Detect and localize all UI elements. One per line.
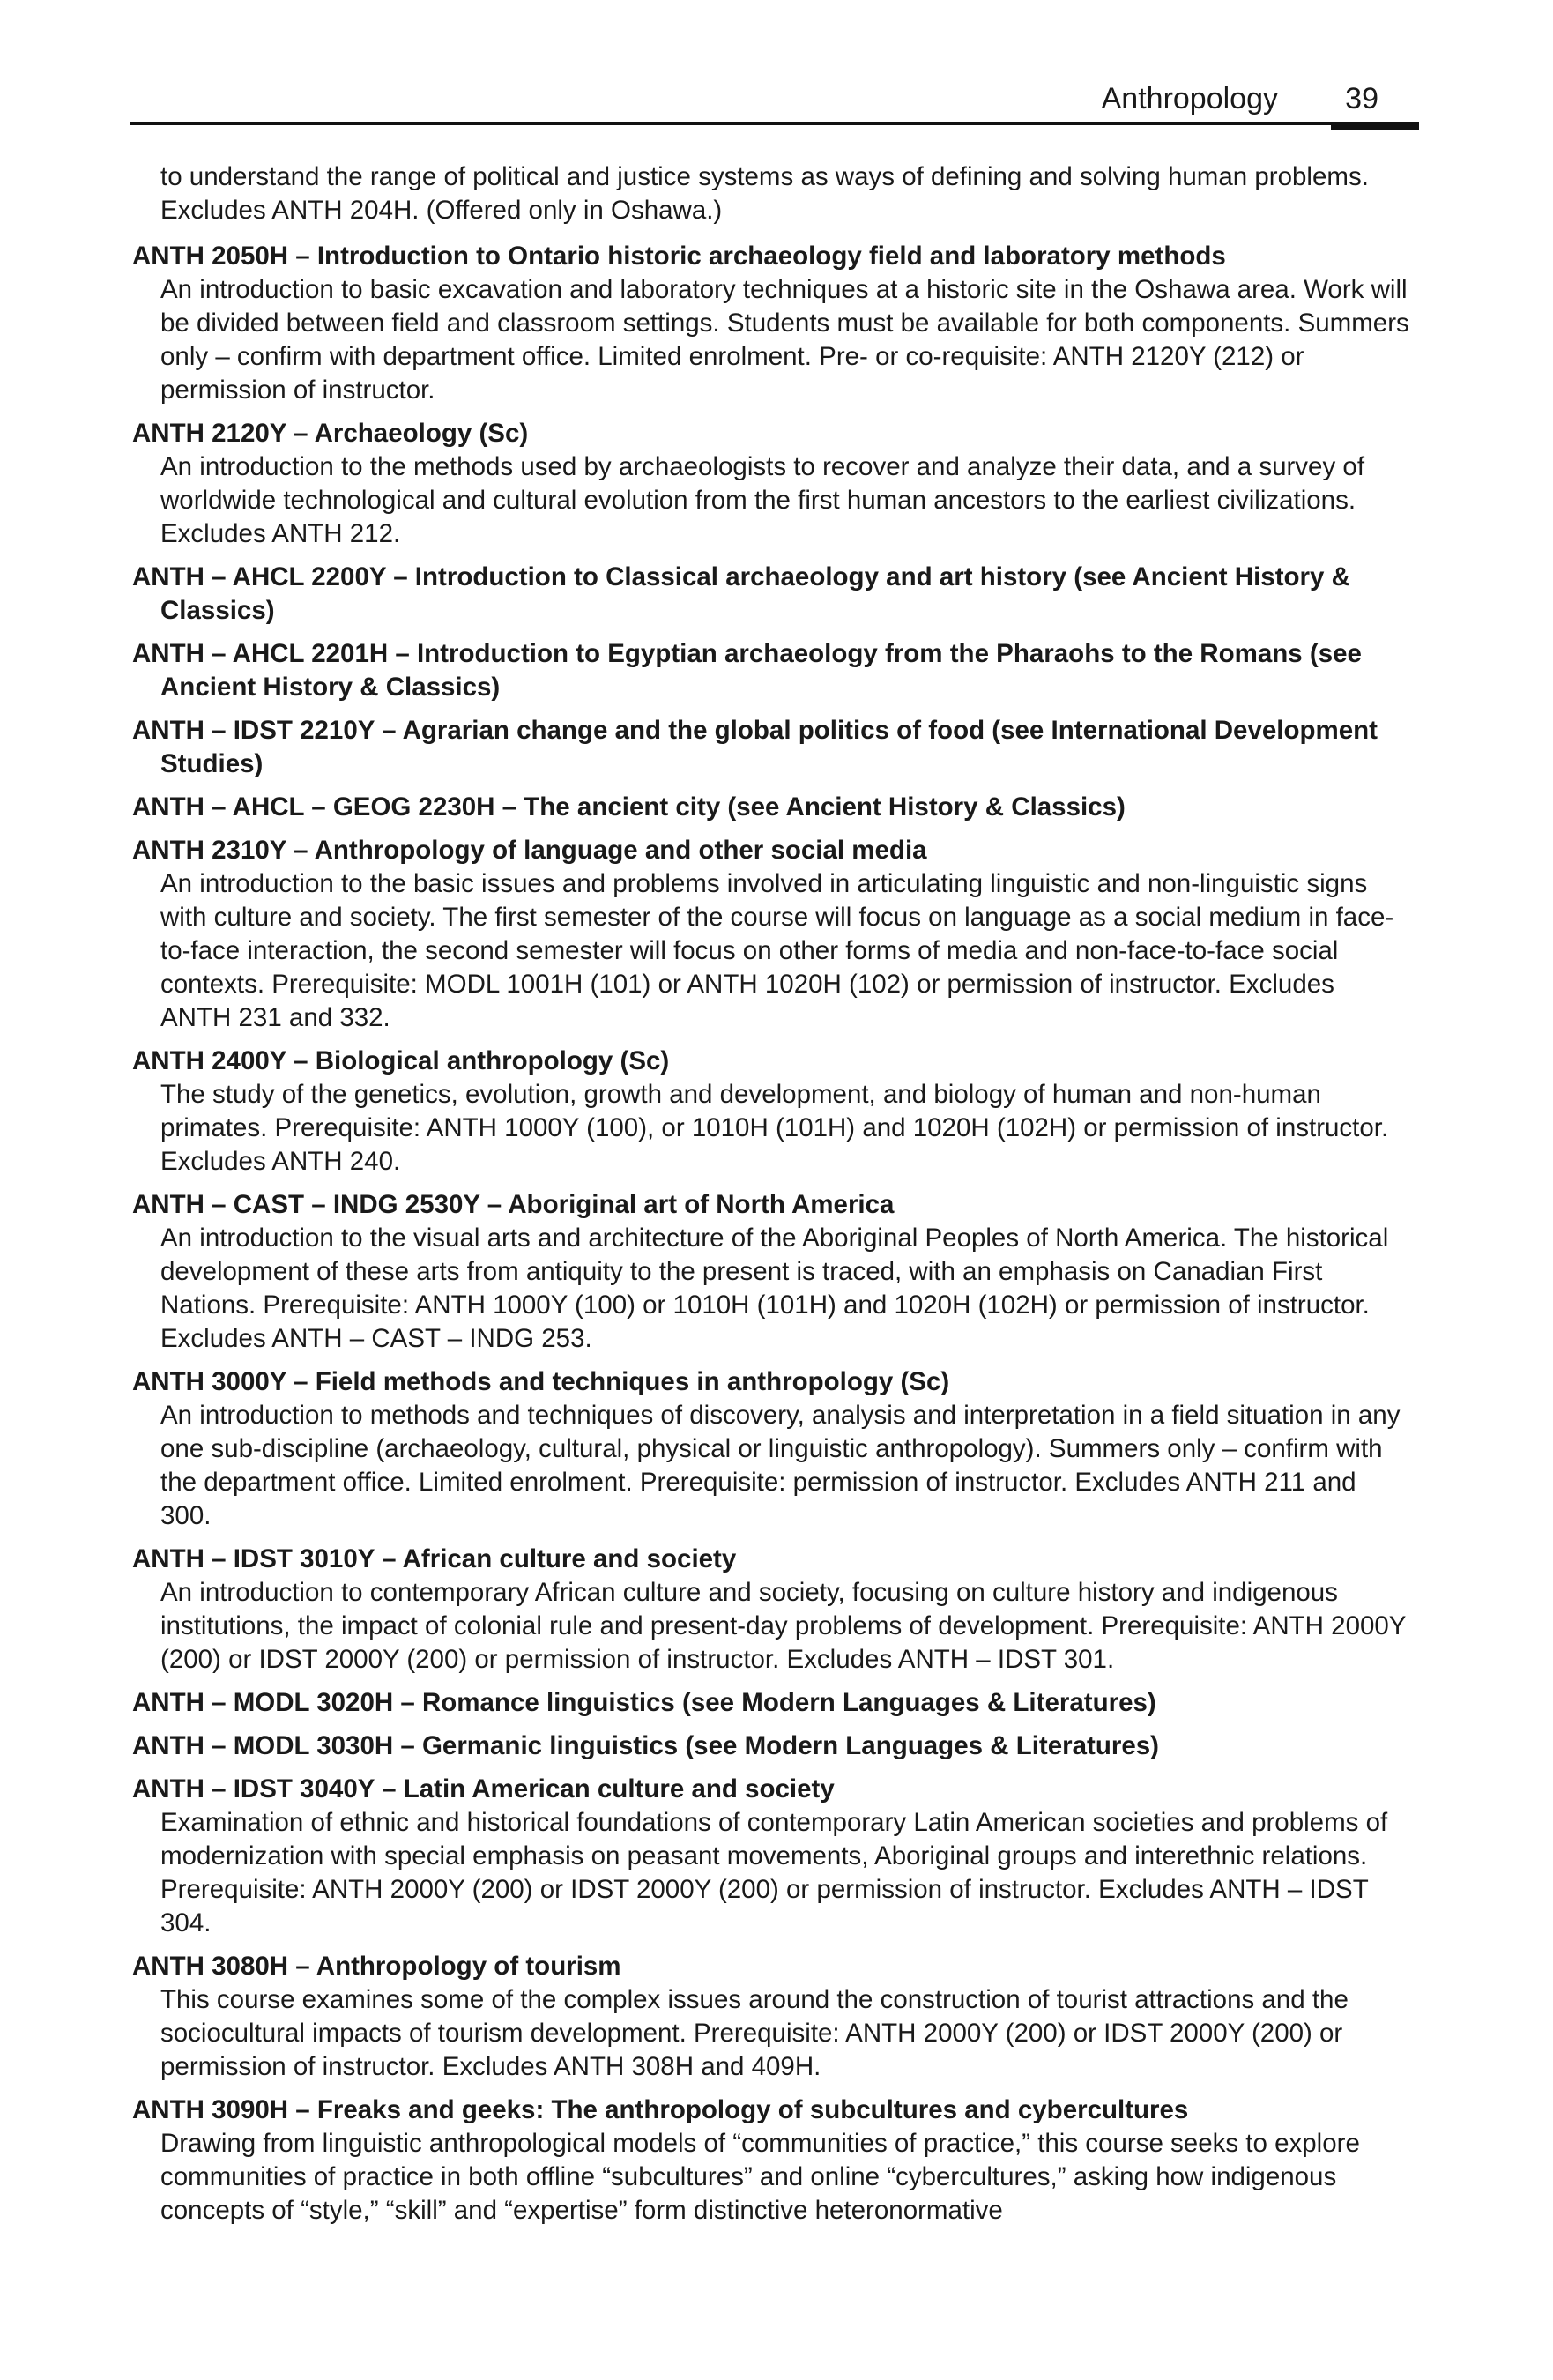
- course-entry: [132, 1773, 1410, 1940]
- course-title: ANTH – AHCL 2201H – Introduction to Egyptian archaeology from the Pharaohs to the Romans (see Ancient History & Classics): [132, 639, 1362, 702]
- course-entry: [132, 561, 1410, 628]
- course-entry: [132, 1365, 1410, 1533]
- course-description: An introduction to methods and techniques of discovery, analysis and interpretation in a field situation in any one sub-discipline (archaeology, cultural, physical or linguistic anthropology). Summers only – confirm with the department office. Limited enrolment. Prerequisite: permission of instructor. Excludes ANTH 211 and 300.: [160, 1401, 1401, 1530]
- course-entry: [132, 1188, 1410, 1356]
- course-description: An introduction to the visual arts and architecture of the Aboriginal Peoples of North America. The historical development of these arts from antiquity to the present is traced, with an emphasis on Canadian First Nations. Prerequisite: ANTH 1000Y (100) or 1010H (101H) and 1020H (102H) or permission of instructor. Excludes ANTH – CAST – INDG 253.: [160, 1223, 1389, 1353]
- course-title: ANTH – MODL 3020H – Romance linguistics (see Modern Languages & Literatures): [132, 1688, 1156, 1717]
- course-entry: [132, 714, 1410, 781]
- course-title: ANTH 2120Y – Archaeology (Sc): [132, 419, 529, 448]
- course-description: An introduction to basic excavation and laboratory techniques at a historic site in the Oshawa area. Work will be divided between field and classroom settings. Students must be available for both components. Summers only – confirm with department office. Limited enrolment. Pre- or co-requisite: ANTH 2120Y (212) or permission of instructor.: [160, 275, 1409, 405]
- course-entry: [132, 240, 1410, 407]
- course-entry: [132, 2094, 1410, 2228]
- course-entry: [132, 1686, 1410, 1720]
- page-header: [130, 78, 1419, 125]
- course-title: ANTH – IDST 3010Y – African culture and society: [132, 1544, 737, 1573]
- course-entry: [132, 1729, 1410, 1763]
- course-title: ANTH 3080H – Anthropology of tourism: [132, 1952, 621, 1981]
- page-number: 39: [1345, 82, 1378, 115]
- course-entry: [132, 834, 1410, 1035]
- continuation-text: to understand the range of political and justice systems as ways of defining and solving human problems. Excludes ANTH 204H. (Offered only in Oshawa.): [160, 162, 1369, 225]
- course-title: ANTH – AHCL 2200Y – Introduction to Classical archaeology and art history (see Ancient History & Classics): [132, 562, 1350, 625]
- course-title: ANTH – AHCL – GEOG 2230H – The ancient city (see Ancient History & Classics): [132, 792, 1126, 822]
- course-title: ANTH – CAST – INDG 2530Y – Aboriginal art of North America: [132, 1190, 895, 1219]
- course-title: ANTH – IDST 2210Y – Agrarian change and the global politics of food (see International Development Studies): [132, 716, 1378, 778]
- course-description: An introduction to the methods used by archaeologists to recover and analyze their data, and a survey of worldwide technological and cultural evolution from the first human ancestors to the earliest civilizations. Excludes ANTH 212.: [160, 452, 1365, 548]
- course-list: [132, 240, 1410, 2228]
- course-entry: [132, 637, 1410, 704]
- course-title: ANTH 2310Y – Anthropology of language and other social media: [132, 836, 927, 865]
- course-entry: [132, 1045, 1410, 1179]
- course-entry: [132, 791, 1410, 824]
- course-entry: [132, 1543, 1410, 1677]
- course-title: ANTH 3000Y – Field methods and techniques in anthropology (Sc): [132, 1367, 950, 1396]
- course-entry: [132, 417, 1410, 551]
- header-accent-bar: [1331, 122, 1419, 130]
- course-title: ANTH – IDST 3040Y – Latin American culture and society: [132, 1774, 835, 1804]
- course-listing: [132, 160, 1410, 2237]
- course-description: Drawing from linguistic anthropological models of “communities of practice,” this course seeks to explore communities of practice in both offline “subcultures” and online “cybercultures,” asking how indigenous concepts of “style,” “skill” and “expertise” form distinctive heteronormative: [160, 2129, 1360, 2225]
- course-description: Examination of ethnic and historical foundations of contemporary Latin American societies and problems of modernization with special emphasis on peasant movements, Aboriginal groups and interethnic relations. Prerequisite: ANTH 2000Y (200) or IDST 2000Y (200) or permission of instructor. Excludes ANTH – IDST 304.: [160, 1808, 1388, 1937]
- course-title: ANTH – MODL 3030H – Germanic linguistics (see Modern Languages & Literatures): [132, 1731, 1160, 1760]
- course-title: ANTH 2400Y – Biological anthropology (Sc): [132, 1046, 670, 1075]
- course-entry: [132, 1950, 1410, 2084]
- section-title: Anthropology: [1101, 82, 1278, 115]
- course-title: ANTH 2050H – Introduction to Ontario historic archaeology field and laboratory methods: [132, 242, 1226, 271]
- course-description: An introduction to the basic issues and problems involved in articulating linguistic and non-linguistic signs with culture and society. The first semester of the course will focus on language as a social medium in face-to-face interaction, the second semester will focus on other forms of media and non-face-to-face social contexts. Prerequisite: MODL 1001H (101) or ANTH 1020H (102) or permission of instructor. Excludes ANTH 231 and 332.: [160, 869, 1394, 1032]
- course-description: The study of the genetics, evolution, growth and development, and biology of human and non-human primates. Prerequisite: ANTH 1000Y (100), or 1010H (101H) and 1020H (102H) or permission of instructor. Excludes ANTH 240.: [160, 1080, 1389, 1176]
- course-title: ANTH 3090H – Freaks and geeks: The anthropology of subcultures and cybercultures: [132, 2095, 1189, 2124]
- course-description: This course examines some of the complex issues around the construction of tourist attractions and the sociocultural impacts of tourism development. Prerequisite: ANTH 2000Y (200) or IDST 2000Y (200) or permission of instructor. Excludes ANTH 308H and 409H.: [160, 1985, 1349, 2081]
- course-description: An introduction to contemporary African culture and society, focusing on culture history and indigenous institutions, the impact of colonial rule and present-day problems of development. Prerequisite: ANTH 2000Y (200) or IDST 2000Y (200) or permission of instructor. Excludes ANTH – IDST 301.: [160, 1578, 1406, 1674]
